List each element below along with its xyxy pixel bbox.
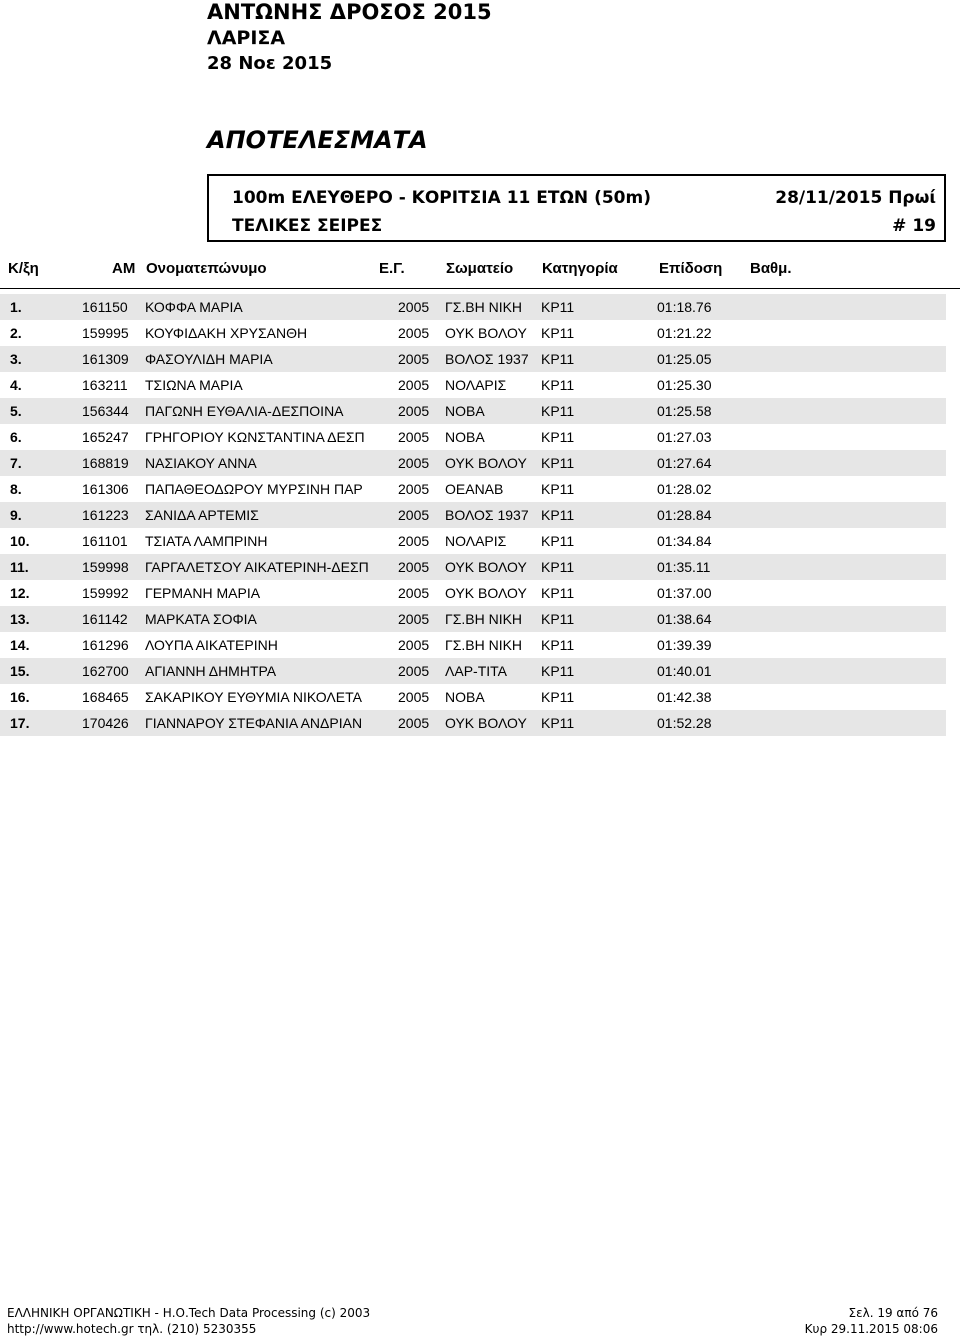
athlete-name-cell: ΝΑΣΙΑΚΟΥ ΑΝΝΑ <box>145 455 257 471</box>
rank-cell: 4. <box>10 377 22 393</box>
athlete-id-cell: 156344 <box>82 403 129 419</box>
time-cell: 01:21.22 <box>657 325 712 341</box>
athlete-id-cell: 161101 <box>82 533 128 549</box>
rank-cell: 7. <box>10 455 22 471</box>
time-cell: 01:38.64 <box>657 611 712 627</box>
event-number: # 19 <box>892 216 936 236</box>
table-row <box>0 476 946 502</box>
table-row <box>0 606 946 632</box>
category-cell: ΚΡ11 <box>541 637 575 653</box>
birth-year-cell: 2005 <box>398 481 430 497</box>
birth-year-cell: 2005 <box>398 507 430 523</box>
category-cell: ΚΡ11 <box>541 533 575 549</box>
time-cell: 01:25.05 <box>657 351 712 367</box>
athlete-name-cell: ΣΑΝΙΔΑ ΑΡΤΕΜΙΣ <box>145 507 259 523</box>
time-cell: 01:35.11 <box>657 559 711 575</box>
athlete-id-cell: 161150 <box>82 299 128 315</box>
rank-cell: 10. <box>10 533 30 549</box>
athlete-id-cell: 168465 <box>82 689 129 705</box>
table-row <box>0 710 946 736</box>
club-cell: ΟΥΚ ΒΟΛΟΥ <box>445 559 527 575</box>
athlete-id-cell: 161223 <box>82 507 129 523</box>
birth-year-cell: 2005 <box>398 637 430 653</box>
category-cell: ΚΡ11 <box>541 377 575 393</box>
athlete-id-cell: 159998 <box>82 559 129 575</box>
col-time-header: Επίδοση <box>659 260 723 277</box>
athlete-id-cell: 159992 <box>82 585 129 601</box>
club-cell: ΓΣ.ΒΗ ΝΙΚΗ <box>445 637 523 653</box>
athlete-name-cell: ΑΓΙΑΝΝΗ ΔΗΜΗΤΡΑ <box>145 663 277 679</box>
table-row <box>0 346 946 372</box>
category-cell: ΚΡ11 <box>541 429 575 445</box>
birth-year-cell: 2005 <box>398 429 430 445</box>
club-cell: ΟΕΑΝΑΒ <box>445 481 504 497</box>
athlete-id-cell: 168819 <box>82 455 129 471</box>
results-title: ΑΠΟΤΕΛΕΣΜΑΤΑ <box>207 126 428 154</box>
time-cell: 01:18.76 <box>657 299 712 315</box>
club-cell: ΝΟΒΑ <box>445 403 485 419</box>
club-cell: ΟΥΚ ΒΟΛΟΥ <box>445 455 527 471</box>
table-row <box>0 294 946 320</box>
birth-year-cell: 2005 <box>398 533 430 549</box>
athlete-id-cell: 161306 <box>82 481 129 497</box>
time-cell: 01:28.84 <box>657 507 712 523</box>
time-cell: 01:25.30 <box>657 377 712 393</box>
athlete-name-cell: ΣΑΚΑΡΙΚΟΥ ΕΥΘΥΜΙΑ ΝΙΚΟΛΕΤΑ <box>145 689 362 705</box>
athlete-name-cell: ΓΡΗΓΟΡΙΟΥ ΚΩΝΣΤΑΝΤΙΝΑ ΔΕΣΠ <box>145 429 365 445</box>
athlete-name-cell: ΤΣΙΩΝΑ ΜΑΡΙΑ <box>145 377 243 393</box>
time-cell: 01:52.28 <box>657 715 712 731</box>
table-row <box>0 632 946 658</box>
time-cell: 01:34.84 <box>657 533 712 549</box>
meet-title: ΑΝΤΩΝΗΣ ΔΡΟΣΟΣ 2015 <box>207 0 492 24</box>
rank-cell: 17. <box>10 715 30 731</box>
category-cell: ΚΡ11 <box>541 715 575 731</box>
athlete-id-cell: 161309 <box>82 351 129 367</box>
birth-year-cell: 2005 <box>398 559 430 575</box>
table-row <box>0 554 946 580</box>
table-row <box>0 320 946 346</box>
event-name: 100m ΕΛΕΥΘΕΡΟ - ΚΟΡΙΤΣΙΑ 11 ΕΤΩΝ (50m) <box>232 188 651 208</box>
rank-cell: 16. <box>10 689 30 705</box>
club-cell: ΟΥΚ ΒΟΛΟΥ <box>445 585 527 601</box>
rank-cell: 8. <box>10 481 22 497</box>
rank-cell: 1. <box>10 299 22 315</box>
birth-year-cell: 2005 <box>398 351 430 367</box>
meet-date: 28 Νοε 2015 <box>207 53 333 74</box>
time-cell: 01:27.64 <box>657 455 712 471</box>
club-cell: ΟΥΚ ΒΟΛΟΥ <box>445 715 527 731</box>
col-grade-header: Βαθμ. <box>750 260 792 277</box>
col-name-header: Ονοματεπώνυμο <box>146 260 267 277</box>
header-divider <box>0 288 960 289</box>
athlete-id-cell: 159995 <box>82 325 129 341</box>
table-row <box>0 502 946 528</box>
athlete-name-cell: ΚΟΦΦΑ ΜΑΡΙΑ <box>145 299 243 315</box>
event-session: 28/11/2015 Πρωί <box>775 188 936 208</box>
birth-year-cell: 2005 <box>398 377 430 393</box>
table-row <box>0 684 946 710</box>
athlete-name-cell: ΠΑΠΑΘΕΟΔΩΡΟΥ ΜΥΡΣΙΝΗ ΠΑΡ <box>145 481 363 497</box>
time-cell: 01:25.58 <box>657 403 712 419</box>
category-cell: ΚΡ11 <box>541 663 575 679</box>
athlete-id-cell: 161296 <box>82 637 129 653</box>
col-category-header: Κατηγορία <box>542 260 618 277</box>
time-cell: 01:28.02 <box>657 481 712 497</box>
table-row <box>0 528 946 554</box>
athlete-name-cell: ΜΑΡΚΑΤΑ ΣΟΦΙΑ <box>145 611 257 627</box>
rank-cell: 9. <box>10 507 22 523</box>
club-cell: ΝΟΛΑΡΙΣ <box>445 377 507 393</box>
rank-cell: 15. <box>10 663 30 679</box>
athlete-name-cell: ΓΕΡΜΑΝΗ ΜΑΡΙΑ <box>145 585 261 601</box>
meet-city: ΛΑΡΙΣΑ <box>207 27 286 49</box>
club-cell: ΝΟΒΑ <box>445 689 485 705</box>
rank-cell: 2. <box>10 325 22 341</box>
time-cell: 01:42.38 <box>657 689 712 705</box>
athlete-id-cell: 163211 <box>82 377 128 393</box>
club-cell: ΛΑΡ-ΤΙΤΑ <box>445 663 507 679</box>
birth-year-cell: 2005 <box>398 403 430 419</box>
rank-cell: 5. <box>10 403 22 419</box>
col-rank-header: Κ/ξη <box>8 260 39 277</box>
footer-organization: ΕΛΛΗΝΙΚΗ ΟΡΓΑΝΩΤΙΚΗ - Η.Ο.Tech Data Processing (c) 2003 <box>7 1306 371 1320</box>
athlete-name-cell: ΛΟΥΠΑ ΑΙΚΑΤΕΡΙΝΗ <box>145 637 278 653</box>
category-cell: ΚΡ11 <box>541 351 575 367</box>
birth-year-cell: 2005 <box>398 325 430 341</box>
category-cell: ΚΡ11 <box>541 507 575 523</box>
athlete-name-cell: ΓΑΡΓΑΛΕΤΣΟΥ ΑΙΚΑΤΕΡΙΝΗ-ΔΕΣΠ <box>145 559 369 575</box>
col-id-header: ΑΜ <box>112 260 136 277</box>
athlete-name-cell: ΤΣΙΑΤΑ ΛΑΜΠΡΙΝΗ <box>145 533 268 549</box>
birth-year-cell: 2005 <box>398 663 430 679</box>
table-row <box>0 398 946 424</box>
club-cell: ΓΣ.ΒΗ ΝΙΚΗ <box>445 611 523 627</box>
rank-cell: 13. <box>10 611 30 627</box>
table-row <box>0 450 946 476</box>
club-cell: ΝΟΒΑ <box>445 429 485 445</box>
event-round: ΤΕΛΙΚΕΣ ΣΕΙΡΕΣ <box>232 216 383 236</box>
athlete-name-cell: ΓΙΑΝΝΑΡΟΥ ΣΤΕΦΑΝΙΑ ΑΝΔΡΙΑΝ <box>145 715 363 731</box>
birth-year-cell: 2005 <box>398 611 430 627</box>
athlete-id-cell: 165247 <box>82 429 129 445</box>
birth-year-cell: 2005 <box>398 299 430 315</box>
category-cell: ΚΡ11 <box>541 585 575 601</box>
table-row <box>0 658 946 684</box>
col-club-header: Σωματείο <box>446 260 514 277</box>
club-cell: ΒΟΛΟΣ 1937 <box>445 351 529 367</box>
rank-cell: 6. <box>10 429 22 445</box>
athlete-name-cell: ΠΑΓΩΝΗ ΕΥΘΑΛΙΑ-ΔΕΣΠΟΙΝΑ <box>145 403 344 419</box>
time-cell: 01:40.01 <box>657 663 712 679</box>
category-cell: ΚΡ11 <box>541 559 575 575</box>
time-cell: 01:27.03 <box>657 429 712 445</box>
rank-cell: 14. <box>10 637 30 653</box>
athlete-name-cell: ΚΟΥΦΙΔΑΚΗ ΧΡΥΣΑΝΘΗ <box>145 325 308 341</box>
table-row <box>0 372 946 398</box>
category-cell: ΚΡ11 <box>541 325 575 341</box>
category-cell: ΚΡ11 <box>541 455 575 471</box>
table-row <box>0 580 946 606</box>
table-row <box>0 424 946 450</box>
birth-year-cell: 2005 <box>398 715 430 731</box>
category-cell: ΚΡ11 <box>541 611 575 627</box>
club-cell: ΒΟΛΟΣ 1937 <box>445 507 529 523</box>
time-cell: 01:39.39 <box>657 637 712 653</box>
rank-cell: 12. <box>10 585 30 601</box>
category-cell: ΚΡ11 <box>541 689 575 705</box>
club-cell: ΓΣ.ΒΗ ΝΙΚΗ <box>445 299 523 315</box>
birth-year-cell: 2005 <box>398 689 430 705</box>
club-cell: ΟΥΚ ΒΟΛΟΥ <box>445 325 527 341</box>
athlete-id-cell: 170426 <box>82 715 129 731</box>
club-cell: ΝΟΛΑΡΙΣ <box>445 533 507 549</box>
time-cell: 01:37.00 <box>657 585 712 601</box>
category-cell: ΚΡ11 <box>541 403 575 419</box>
birth-year-cell: 2005 <box>398 585 430 601</box>
category-cell: ΚΡ11 <box>541 481 575 497</box>
column-headers <box>0 260 960 284</box>
category-cell: ΚΡ11 <box>541 299 575 315</box>
footer-timestamp: Κυρ 29.11.2015 08:06 <box>804 1322 938 1336</box>
birth-year-cell: 2005 <box>398 455 430 471</box>
athlete-id-cell: 161142 <box>82 611 128 627</box>
footer-contact: http://www.hotech.gr τηλ. (210) 5230355 <box>7 1322 257 1336</box>
athlete-id-cell: 162700 <box>82 663 129 679</box>
footer-page-number: Σελ. 19 από 76 <box>848 1306 938 1320</box>
rank-cell: 3. <box>10 351 22 367</box>
rank-cell: 11. <box>10 559 29 575</box>
event-box <box>207 174 946 242</box>
athlete-name-cell: ΦΑΣΟΥΛΙΔΗ ΜΑΡΙΑ <box>145 351 273 367</box>
col-year-header: Ε.Γ. <box>379 260 405 277</box>
